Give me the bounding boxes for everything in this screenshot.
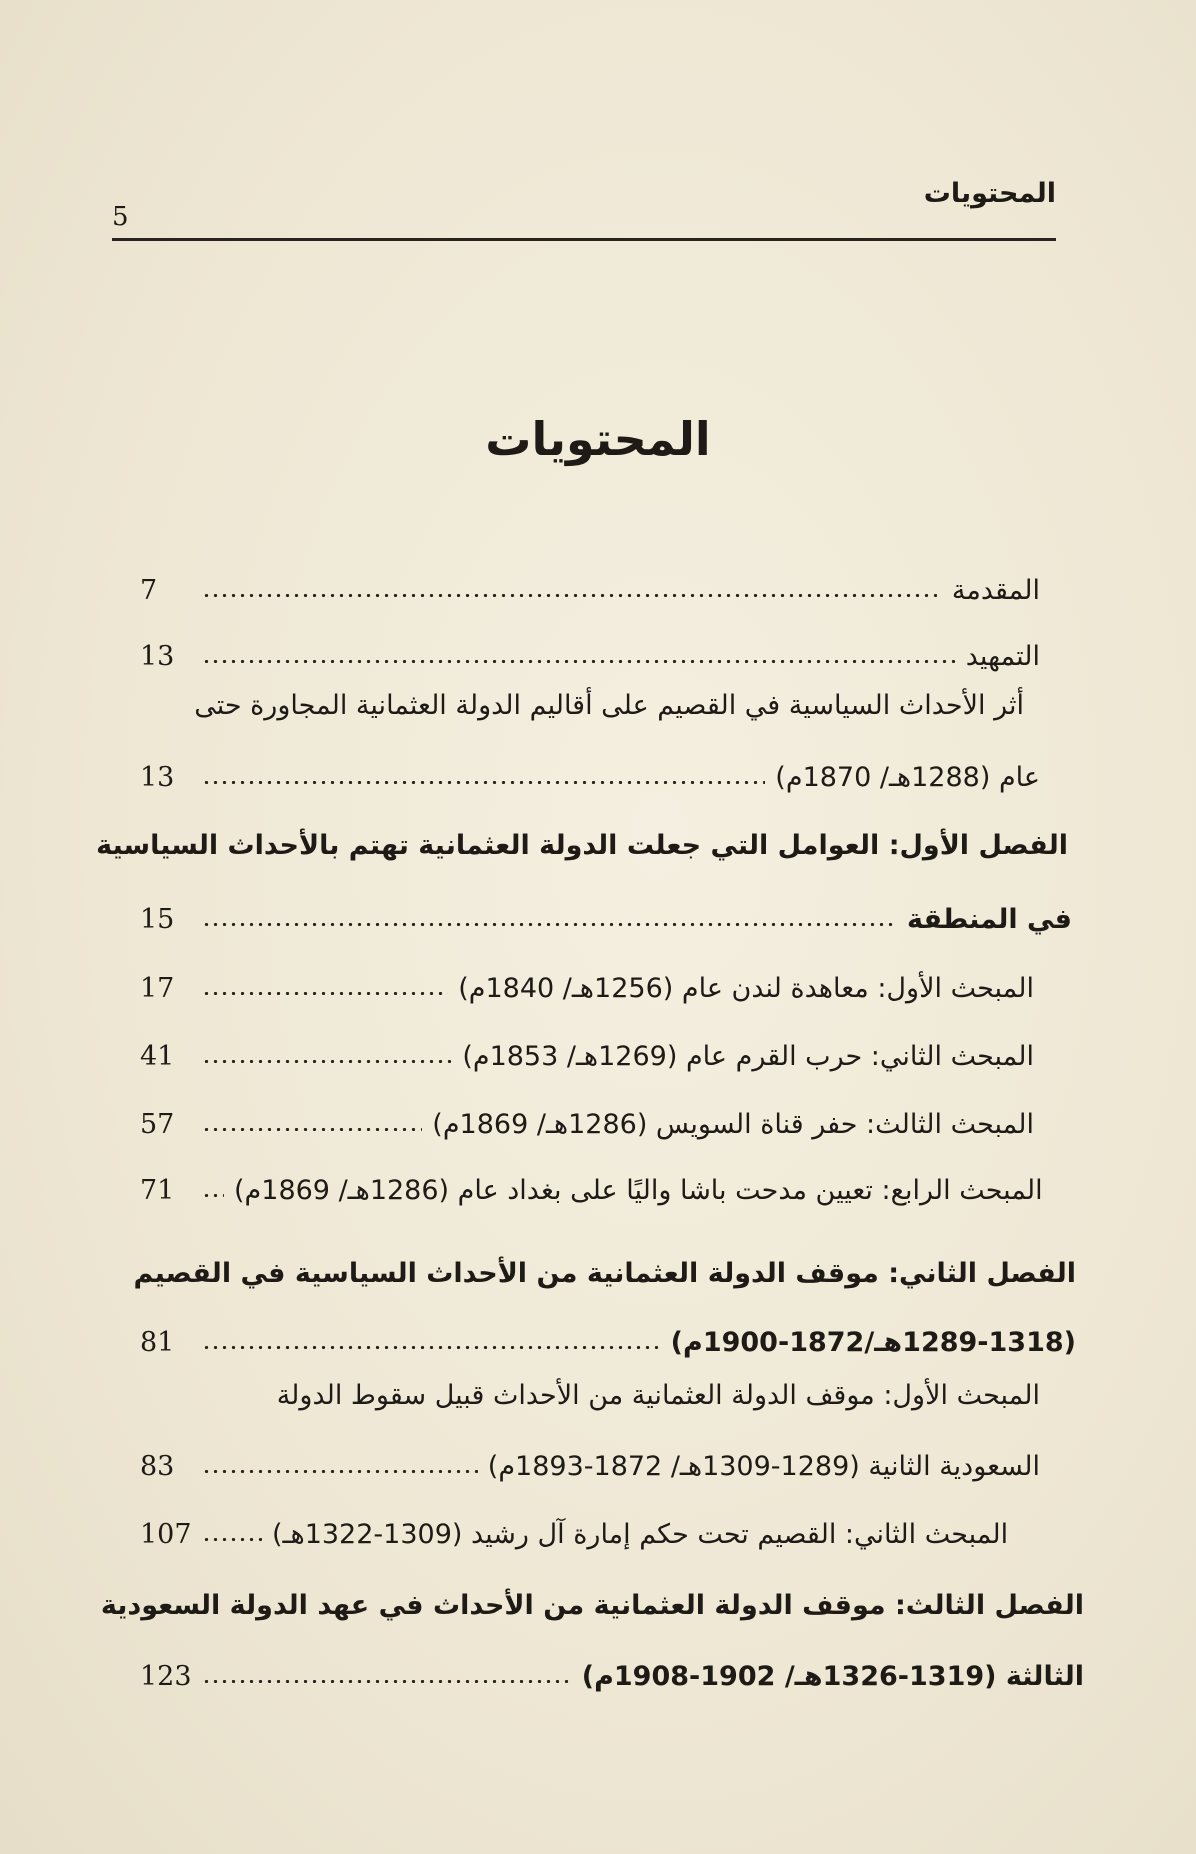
toc-label: المبحث الثاني: حرب القرم عام (1269هـ/ 1853م) [462,1040,1034,1072]
leader-dots [202,660,956,663]
toc-label: في المنطقة [906,903,1072,935]
toc-chapter2 [140,1320,1076,1364]
toc-label: المبحث الثالث: حفر قناة السويس (1286هـ/ 1869م) [432,1108,1034,1140]
toc-section-line1: المبحث الأول: موقف الدولة العثمانية من الأحداث قبيل سقوط الدولة [276,1380,1040,1411]
toc-page: 7 [140,574,158,606]
toc-chapter3-line1: الفصل الثالث: موقف الدولة العثمانية من الأحداث في عهد الدولة السعودية [100,1590,1084,1621]
toc-label: عام (1288هـ/ 1870م) [775,761,1040,793]
toc-page: 13 [140,640,175,672]
page-number: 5 [112,202,129,232]
leader-dots [202,594,942,597]
toc-entry-impact [140,755,1040,799]
leader-dots [202,781,765,784]
leader-dots [202,1470,478,1473]
leader-dots [202,1128,422,1131]
toc-section [140,966,1034,1010]
toc-entry-impact-line1: أثر الأحداث السياسية في القصيم على أقاليم الدولة العثمانية المجاورة حتى [194,690,1024,721]
toc-page: 13 [140,761,175,793]
toc-label: التمهيد [965,640,1040,672]
toc-entry-intro [140,568,1040,612]
toc-page: 81 [140,1326,175,1358]
toc-section [140,1102,1034,1146]
running-title: المحتويات [923,178,1056,209]
toc-page: 41 [140,1040,175,1072]
leader-dots [202,923,897,926]
toc-page: 15 [140,903,175,935]
toc-page: 71 [140,1174,175,1206]
leader-dots [202,1060,452,1063]
toc-section [140,1444,1040,1488]
toc-label: المبحث الثاني: القصيم تحت حكم إمارة آل رشيد (1309-1322هـ) [272,1518,1009,1550]
toc-page: 57 [140,1108,175,1140]
toc-section [140,1512,1040,1556]
toc-chapter2-line1: الفصل الثاني: موقف الدولة العثمانية من الأحداث السياسية في القصيم [133,1258,1076,1289]
toc-label: المبحث الرابع: تعيين مدحت باشا واليًا على بغداد عام (1286هـ/ 1869م) [234,1174,1043,1206]
toc-label: الثالثة (1319-1326هـ/ 1902-1908م) [581,1660,1084,1692]
toc-label: المقدمة [951,574,1040,606]
leader-dots [202,1538,262,1541]
leader-dots [202,1194,224,1197]
toc-page: 17 [140,972,175,1004]
page-title: المحتويات [485,412,711,466]
toc-chapter1 [140,897,1072,941]
toc-label: (1289-1318هـ/1872-1900م) [670,1326,1076,1358]
toc-chapter1-line1: الفصل الأول: العوامل التي جعلت الدولة العثمانية تهتم بالأحداث السياسية [96,830,1068,861]
toc-entry-preface [140,634,1040,678]
toc-section [140,1034,1034,1078]
leader-dots [202,1346,661,1349]
toc-chapter3 [140,1654,1084,1698]
toc-section [140,1168,1043,1212]
toc-label: المبحث الأول: معاهدة لندن عام (1256هـ/ 1840م) [458,972,1034,1004]
toc-page: 83 [140,1450,175,1482]
toc-label: السعودية الثانية (1289-1309هـ/ 1872-1893م) [487,1450,1040,1482]
toc-page: 107 [140,1518,192,1550]
toc-page: 123 [140,1660,192,1692]
leader-dots [202,1680,572,1683]
leader-dots [202,992,448,995]
